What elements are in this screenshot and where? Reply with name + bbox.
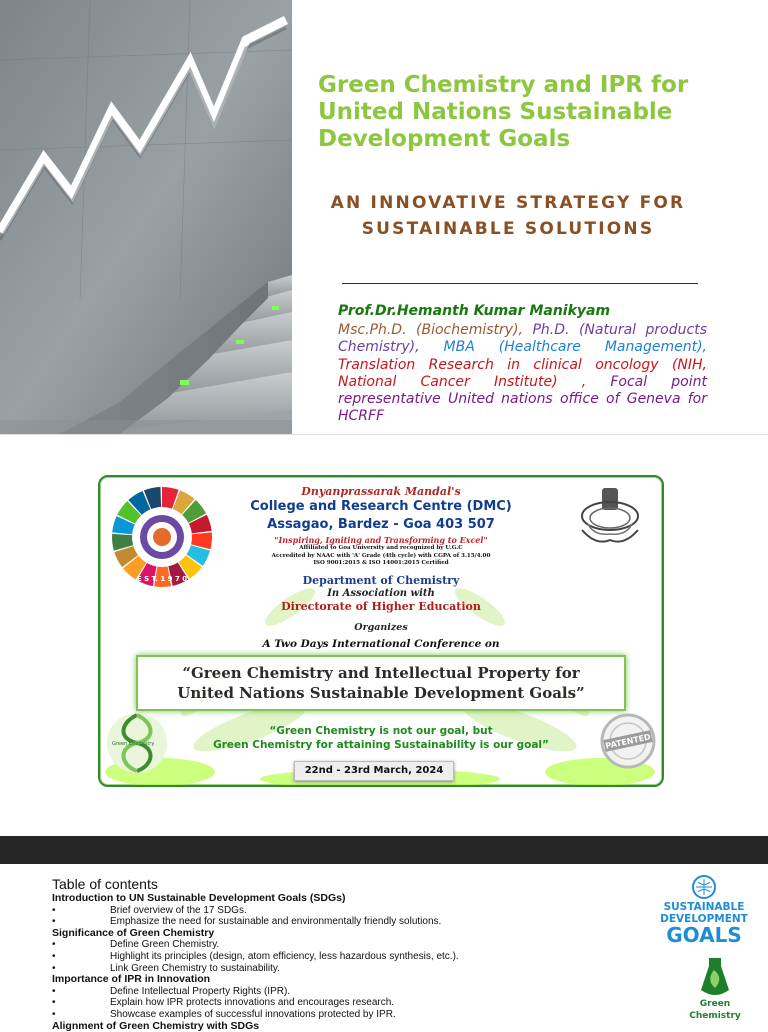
toc-item-text: Brief overview of the 17 SDGs.	[110, 904, 247, 916]
sdg-logo-line: DEVELOPMENT	[660, 913, 748, 925]
credential-mba: MBA (Healthcare Management),	[443, 339, 707, 356]
toc-section-heading: Importance of IPR in Innovation	[52, 973, 211, 986]
association-text: In Association with	[327, 588, 435, 599]
author-name: Prof.Dr.Hemanth Kumar Manikyam	[338, 303, 611, 319]
author-credentials	[338, 322, 707, 426]
credential-un-geneva: Focal point representative United nations office of Geneva for HCRFF	[338, 373, 707, 425]
divider-line	[342, 283, 698, 284]
quote-line: Green Chemistry for attaining Sustainability is our goal”	[213, 739, 549, 751]
green-logo-label: Green Chemistry	[112, 741, 155, 747]
toc-item	[52, 951, 642, 963]
toc-section-heading: Significance of Green Chemistry	[52, 926, 215, 939]
toc-item	[52, 905, 642, 917]
toc-item-text: Emphasize the need for sustainable and environmentally friendly solutions.	[110, 916, 442, 928]
toc-bullet: •	[52, 962, 56, 974]
toc-item-text: Showcase examples of successful innovations protected by IPR.	[110, 1008, 396, 1020]
organizes-text: Organizes	[354, 622, 408, 633]
toc-bullet: •	[52, 939, 56, 951]
conference-title	[138, 663, 624, 703]
conference-title-box	[136, 655, 626, 711]
toc-bullet: •	[52, 950, 56, 962]
staircase-image	[0, 0, 292, 434]
sdg-logo-goals: GOALS	[666, 923, 742, 947]
directorate-name: Directorate of Higher Education	[281, 600, 481, 613]
affiliation-line: Accredited by NAAC with 'A' Grade (4th cycle) with CGPA of 3.15/4.00	[271, 552, 491, 559]
toc-item-text: Define Green Chemistry.	[110, 939, 220, 951]
toc-bullet: •	[52, 916, 56, 928]
slide-subtitle: AN INNOVATIVE STRATEGY FOR SUSTAINABLE SOLUTIONS	[330, 193, 686, 239]
toc-section-heading: Alignment of Green Chemistry with SDGs	[52, 1019, 260, 1032]
slide-title: Green Chemistry and IPR for United Nations Sustainable Development Goals	[318, 72, 689, 152]
title-slide	[0, 0, 768, 434]
credential-natural-products: Ph.D. (Natural products Chemistry),	[338, 322, 707, 356]
toc-bullet: •	[52, 1008, 56, 1020]
toc-bullet: •	[52, 985, 56, 997]
toc-bullet: •	[52, 997, 56, 1009]
toc-item	[52, 986, 642, 998]
quote-line: “Green Chemistry is not our goal, but	[269, 725, 493, 737]
sdg-logo-line: SUSTAINABLE	[663, 901, 745, 913]
toc-item-text: Explain how IPR protects innovations and encourages research.	[110, 997, 395, 1009]
toc-item	[52, 939, 642, 951]
toc-bullet: •	[52, 904, 56, 916]
green-chemistry-logo	[680, 956, 750, 1024]
affiliation-line: Affiliated to Goa University and recognized by U.G.C	[299, 545, 463, 551]
credential-biochemistry: Msc.Ph.D. (Biochemistry),	[338, 322, 533, 338]
conference-intro: A Two Days International Conference on	[262, 638, 500, 650]
sdg-logo	[656, 872, 752, 948]
toc-item	[52, 997, 642, 1009]
sdg-wheel-logo	[106, 482, 218, 592]
college-name: College and Research Centre (DMC)	[250, 499, 512, 514]
conference-dates: 22nd - 23rd March, 2024	[294, 761, 454, 781]
toc-item-text: Highlight its principles (design, atom efficiency, less hazardous synthesis, etc.).	[110, 950, 459, 962]
credential-oncology: Translation Research in clinical oncology (NIH, National Cancer Institute) ,	[338, 356, 707, 390]
conference-title-line: “Green Chemistry and Intellectual Property for	[182, 664, 580, 682]
conference-title-line: United Nations Sustainable Development Goals”	[177, 684, 585, 702]
department-name: Department of Chemistry	[302, 574, 460, 587]
college-address: Assagao, Bardez - Goa 403 507	[267, 517, 495, 532]
toc-item-text: Define Intellectual Property Rights (IPR).	[110, 985, 291, 997]
patented-stamp-icon	[600, 713, 656, 769]
college-motto: "Inspiring, Igniting and Transforming to Excel"	[274, 535, 488, 545]
toc-item-text: Link Green Chemistry to sustainability.	[110, 962, 280, 974]
toc-title: Table of contents	[52, 876, 158, 892]
patent-stamp-text: PATENTED	[604, 732, 652, 751]
toc-section-heading: Introduction to UN Sustainable Development Goals (SDGs)	[52, 892, 346, 904]
slide-separator	[0, 836, 768, 864]
table-of-contents	[52, 876, 642, 1032]
green-chemistry-icon	[106, 709, 168, 777]
state-emblem-icon	[576, 484, 644, 552]
wheel-year: E S T. 1 9 7 0	[136, 575, 188, 583]
conference-quote	[100, 724, 662, 752]
green-chemistry-logo-line: Green	[699, 999, 731, 1009]
affiliation-line: ISO 9001:2015 & ISO 14001:2015 Certified	[313, 560, 449, 566]
green-chemistry-logo-line: Chemistry	[689, 1011, 741, 1021]
mandal-name: Dnyanprassarak Mandal's	[301, 485, 461, 498]
toc-item	[52, 1009, 642, 1021]
